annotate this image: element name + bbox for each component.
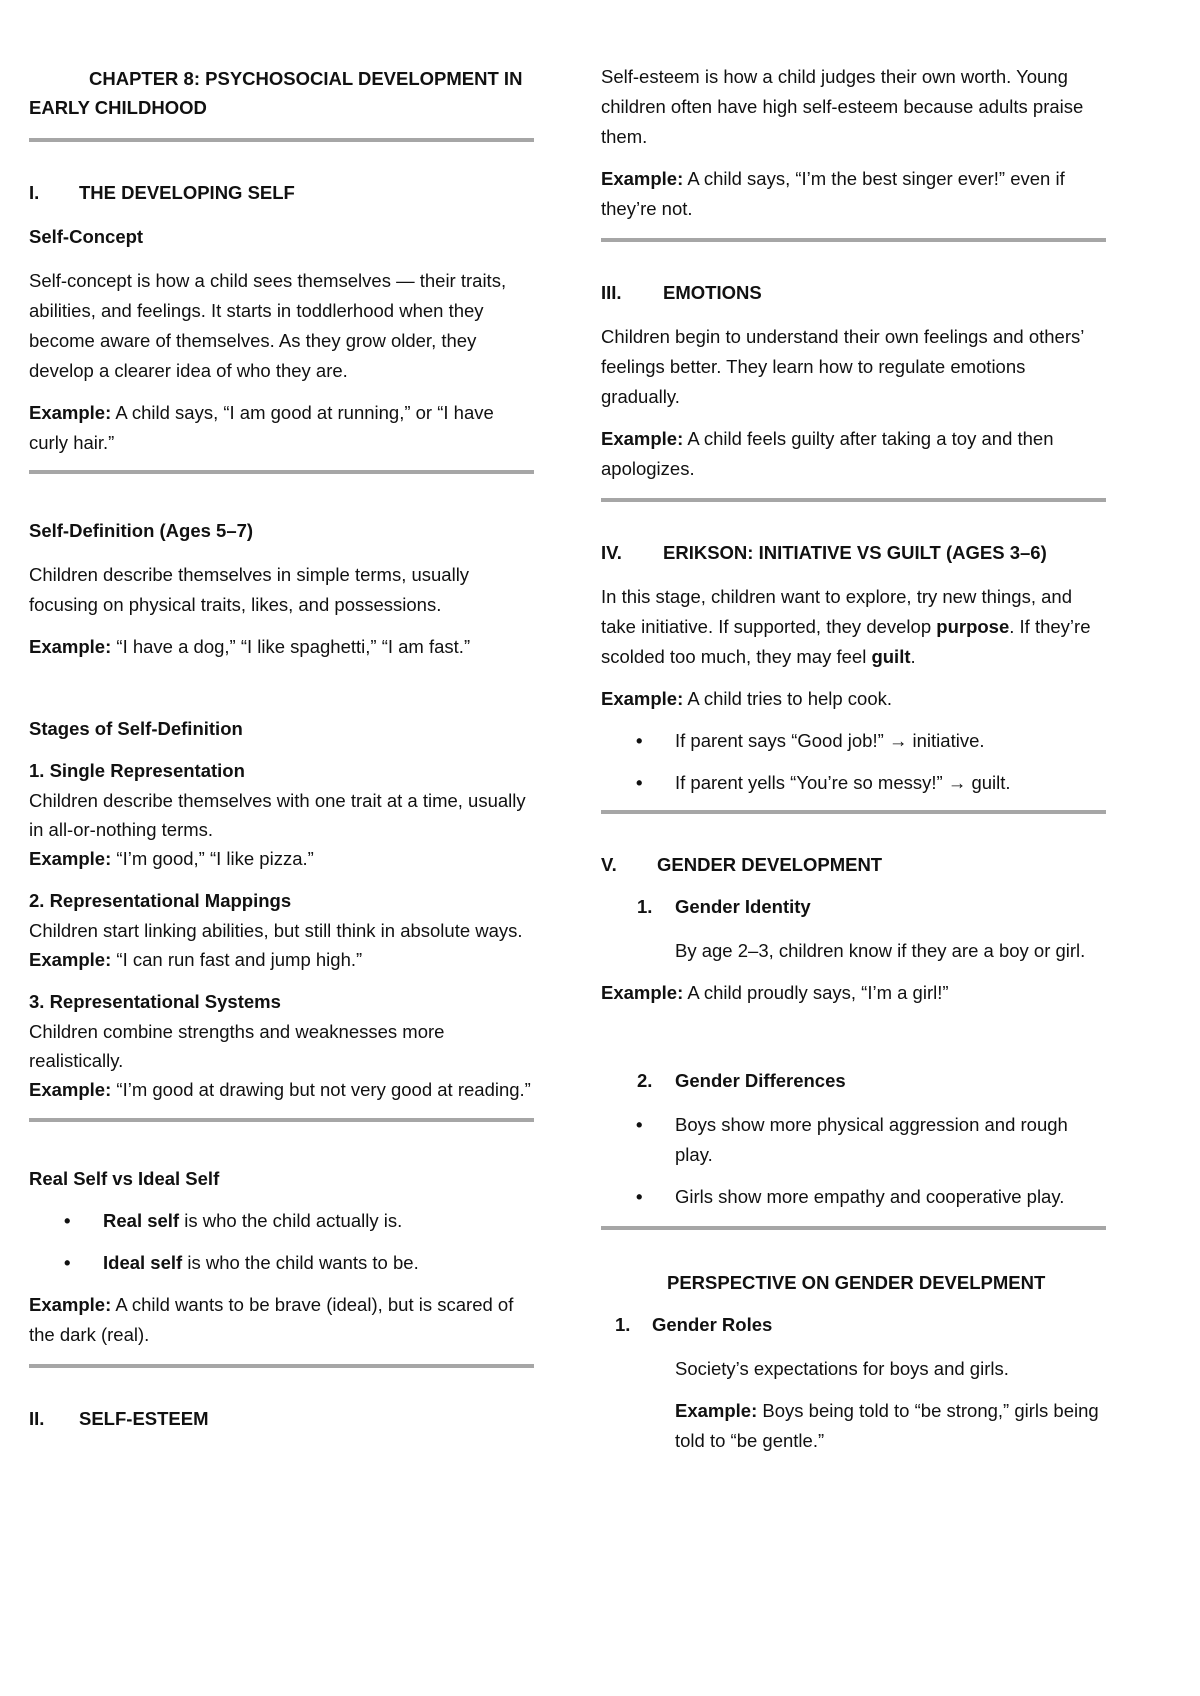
self-esteem-text: Self-esteem is how a child judges their own worth. Young children often have high self-esteem because adults praise them.: [601, 66, 1084, 147]
divider: [29, 1364, 534, 1368]
chapter-title-line2: EARLY CHILDHOOD: [29, 97, 207, 118]
stage-1-example: Example: “I’m good,” “I like pizza.”: [29, 848, 314, 869]
gender-differences-bullet-2: • Girls show more empathy and cooperative play.: [601, 1182, 1106, 1212]
divider: [29, 138, 534, 142]
example-label: Example:: [601, 688, 684, 709]
divider: [29, 1118, 534, 1122]
section-3-title: EMOTIONS: [663, 282, 762, 303]
bullet-icon: •: [636, 772, 643, 793]
bullet-icon: •: [636, 1114, 643, 1135]
self-concept-example: Example: A child says, “I am good at running,” or “I have curly hair.”: [29, 402, 494, 453]
section-2-heading: [29, 1404, 534, 1434]
self-esteem-example: Example: A child says, “I’m the best singer ever!” even if they’re not.: [601, 168, 1065, 219]
section-4-heading: [601, 538, 1106, 568]
section-2-number: II.: [29, 1408, 45, 1429]
section-5-heading: [601, 850, 1106, 880]
erikson-bullet-2: • If parent yells “You’re so messy!” → guilt.: [601, 768, 1106, 798]
section-3-number: III.: [601, 282, 622, 303]
stages-heading: Stages of Self-Definition: [29, 718, 243, 739]
stage-3-text: Children combine strengths and weaknesses more realistically.: [29, 1021, 445, 1071]
stage-3-heading: 3. Representational Systems: [29, 991, 281, 1012]
self-concept-text: Self-concept is how a child sees themselves — their traits, abilities, and feelings. It starts in toddlerhood when they become aware of themselves. As they grow older, they develop a clearer idea of who they are.: [29, 270, 507, 381]
real-self-bullet: • Real self is who the child actually is.: [29, 1206, 534, 1236]
emotions-text: Children begin to understand their own feelings and others’ feelings better. They learn how to regulate emotions gradually.: [601, 326, 1084, 407]
gender-identity-heading: 1. Gender Identity: [637, 896, 811, 917]
example-label: Example:: [601, 428, 684, 449]
example-label: Example:: [675, 1400, 758, 1421]
stage-2-heading: 2. Representational Mappings: [29, 890, 292, 911]
gender-differences-heading: 2. Gender Differences: [637, 1070, 846, 1091]
gender-roles-example: Example: Boys being told to “be strong,” girls being told to “be gentle.”: [675, 1400, 1099, 1451]
section-1-title: THE DEVELOPING SELF: [79, 182, 295, 203]
section-4-title: ERIKSON: INITIATIVE VS GUILT (AGES 3–6): [663, 542, 1047, 563]
section-5-number: V.: [601, 854, 617, 875]
self-definition-heading: Self-Definition (Ages 5–7): [29, 520, 254, 541]
bullet-icon: •: [64, 1210, 71, 1231]
real-ideal-heading: Real Self vs Ideal Self: [29, 1168, 220, 1189]
example-label: Example:: [29, 1294, 112, 1315]
gender-identity-example: Example: A child proudly says, “I’m a girl!”: [601, 982, 949, 1003]
section-4-number: IV.: [601, 542, 622, 563]
ideal-self-bullet: • Ideal self is who the child wants to be.: [29, 1248, 534, 1278]
right-column: [601, 0, 1106, 1456]
example-label: Example:: [601, 982, 684, 1003]
erikson-example: Example: A child tries to help cook.: [601, 688, 893, 709]
example-label: Example:: [29, 1079, 112, 1100]
gender-identity-text: By age 2–3, children know if they are a boy or girl.: [675, 940, 1086, 961]
example-label: Example:: [29, 949, 112, 970]
gender-differences-bullet-1: • Boys show more physical aggression and rough play.: [601, 1110, 1106, 1170]
section-2-title: SELF-ESTEEM: [79, 1408, 209, 1429]
gender-roles-heading: 1. Gender Roles: [615, 1314, 773, 1335]
stage-2-text: Children start linking abilities, but still think in absolute ways.: [29, 920, 523, 941]
section-3-heading: [601, 278, 1106, 308]
divider: [601, 1226, 1106, 1230]
erikson-bullet-1: • If parent says “Good job!” → initiative.: [601, 726, 1106, 756]
bullet-icon: •: [636, 1186, 643, 1207]
example-label: Example:: [601, 168, 684, 189]
gender-roles-text: Society’s expectations for boys and girls.: [675, 1358, 1009, 1379]
real-ideal-example: Example: A child wants to be brave (ideal), but is scared of the dark (real).: [29, 1294, 514, 1345]
stage-1-heading: 1. Single Representation: [29, 760, 245, 781]
erikson-text: In this stage, children want to explore, try new things, and take initiative. If supported, they develop purpose. If they’re scolded too much, they may feel guilt.: [601, 586, 1091, 667]
section-1-number: I.: [29, 182, 40, 203]
divider: [29, 470, 534, 474]
section-5-title: GENDER DEVELOPMENT: [657, 854, 883, 875]
example-label: Example:: [29, 848, 112, 869]
stage-3-example: Example: “I’m good at drawing but not very good at reading.”: [29, 1079, 531, 1100]
stage-2-example: Example: “I can run fast and jump high.”: [29, 949, 363, 970]
self-concept-heading: Self-Concept: [29, 226, 144, 247]
self-definition-text: Children describe themselves in simple terms, usually focusing on physical traits, likes, and possessions.: [29, 564, 470, 615]
stage-1-text: Children describe themselves with one trait at a time, usually in all-or-nothing terms.: [29, 790, 526, 840]
emotions-example: Example: A child feels guilty after taking a toy and then apologizes.: [601, 428, 1054, 479]
chapter-title-line1: CHAPTER 8: PSYCHOSOCIAL DEVELOPMENT IN: [89, 68, 523, 89]
example-label: Example:: [29, 402, 112, 423]
section-1-heading: [29, 178, 534, 208]
chapter-title: [29, 64, 534, 122]
bullet-icon: •: [64, 1252, 71, 1273]
perspective-heading: PERSPECTIVE ON GENDER DEVELPMENT: [667, 1272, 1046, 1293]
self-definition-example: Example: “I have a dog,” “I like spaghetti,” “I am fast.”: [29, 636, 471, 657]
bullet-icon: •: [636, 730, 643, 751]
example-label: Example:: [29, 636, 112, 657]
divider: [601, 238, 1106, 242]
divider: [601, 810, 1106, 814]
left-column: [29, 0, 534, 1434]
divider: [601, 498, 1106, 502]
